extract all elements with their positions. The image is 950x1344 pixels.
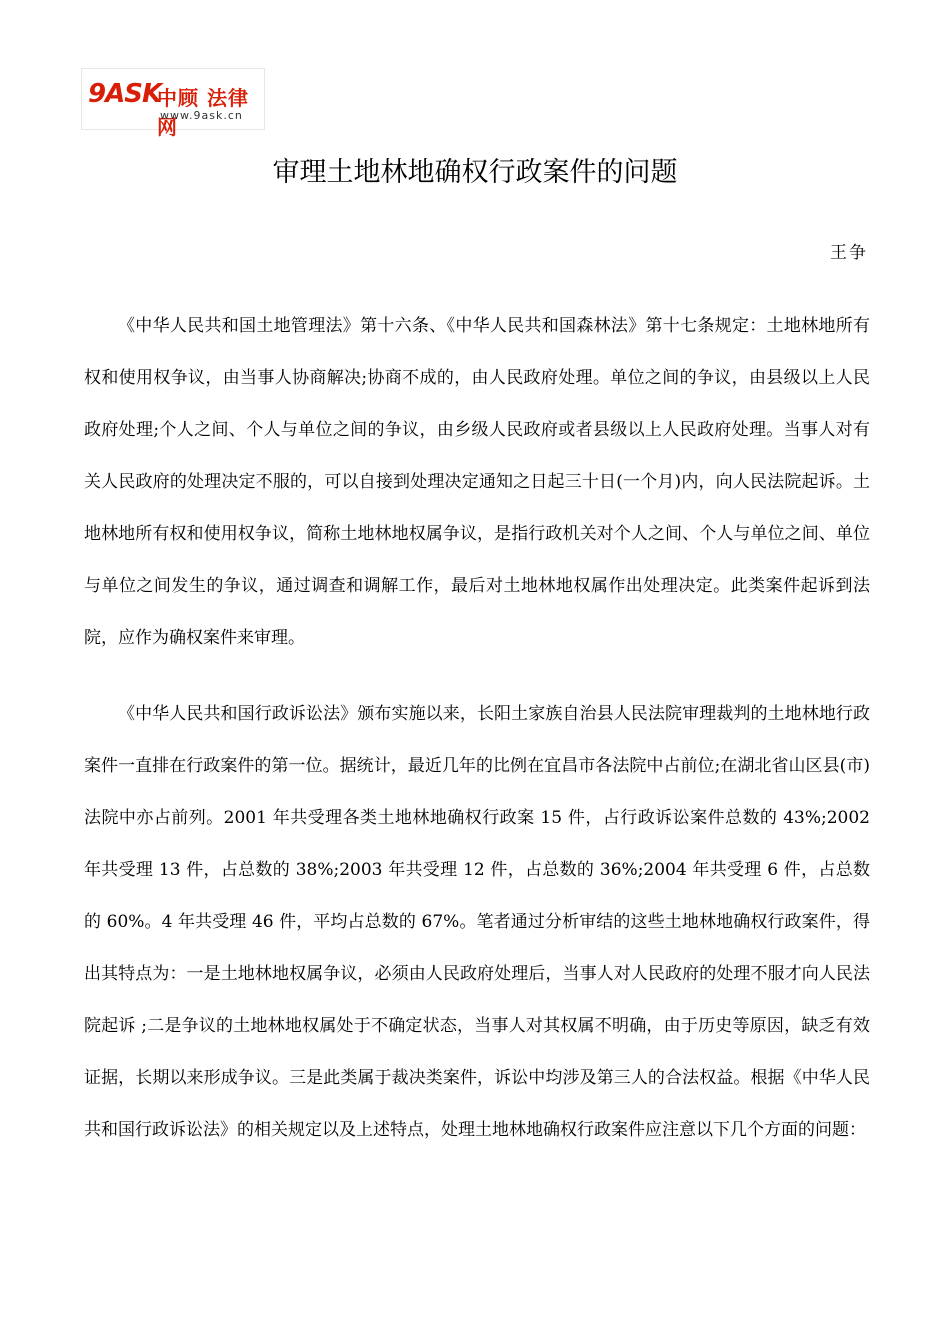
document-author: 王争 [830,243,868,263]
document-body [84,300,870,1156]
document-title: 审理土地林地确权行政案件的问题 [272,157,678,188]
logo-url: www.9ask.cn [160,109,243,122]
site-logo[interactable] [81,68,265,139]
logo-name: 中顾 法律网 [157,86,249,139]
paragraph: 《中华人民共和国行政诉讼法》颁布实施以来，长阳土家族自治县人民法院审理裁判的土地林地行政案件一直排在行政案件的第一位。据统计，最近几年的比例在宜昌市各法院中占前位;在湖北省山区县(市)法院中亦占前列。2001 年共受理各类土地林地确权行政案 15 件，占行政诉讼案件总数的 43%;2002 年共受理 13 件，占总数的 38%;2003 年共受理 12 件，占总数的 36%;2004 年共受理 6 件，占总数的 60%。4 年共受理 46 件，平均占总数的 67%。笔者通过分析审结的这些土地林地确权行政案件，得出其特点为：一是土地林地权属争议，必须由人民政府处理后，当事人对人民政府的处理不服才向人民法院起诉 ;二是争议的土地林地权属处于不确定状态，当事人对其权属不明确，由于历史等原因，缺乏有效证据，长期以来形成争议。三是此类属于裁决类案件，诉讼中均涉及第三人的合法权益。根据《中华人民共和国行政诉讼法》的相关规定以及上述特点，处理土地林地确权行政案件应注意以下几个方面的问题： [84,704,870,1140]
paragraph: 《中华人民共和国土地管理法》第十六条、《中华人民共和国森林法》第十七条规定：土地林地所有权和使用权争议，由当事人协商解决;协商不成的，由人民政府处理。单位之间的争议，由县级以上人民政府处理;个人之间、个人与单位之间的争议，由乡级人民政府或者县级以上人民政府处理。当事人对有关人民政府的处理决定不服的，可以自接到处理决定通知之日起三十日(一个月)内，向人民法院起诉。土地林地所有权和使用权争议，简称土地林地权属争议，是指行政机关对个人之间、个人与单位之间、单位与单位之间发生的争议，通过调查和调解工作，最后对土地林地权属作出处理决定。此类案件起诉到法院，应作为确权案件来审理。 [84,316,870,648]
logo-mark: 9ASK [88,79,162,109]
